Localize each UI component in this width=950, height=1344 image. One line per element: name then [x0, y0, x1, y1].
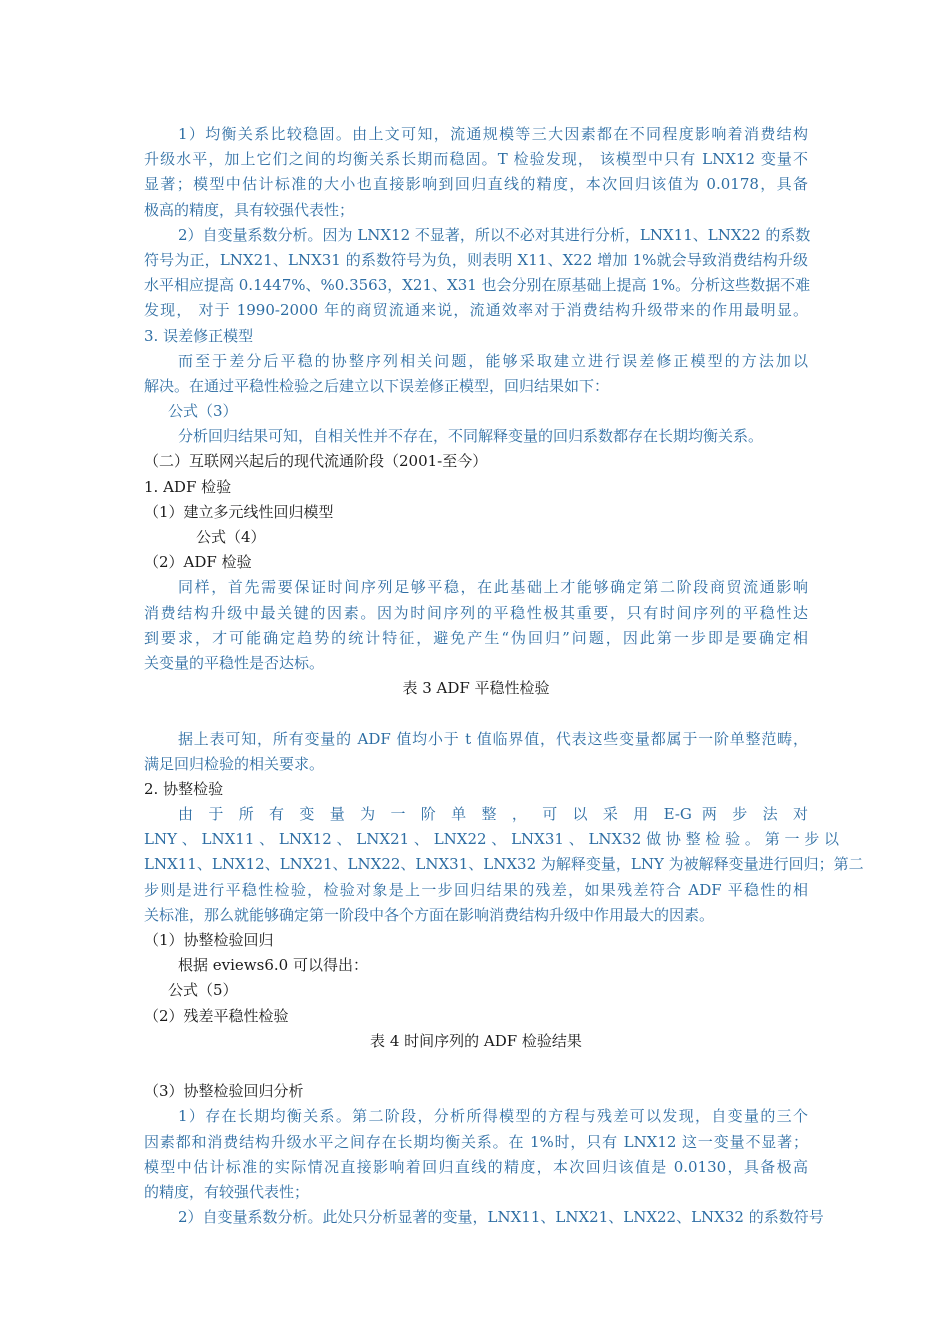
text-line: 1）存在长期均衡关系。第二阶段，分析所得模型的方程与残差可以发现，自变量的三个: [178, 1107, 808, 1126]
text-line: （1）建立多元线性回归模型: [144, 502, 334, 521]
text-line: 的精度，有较强代表性；: [144, 1182, 310, 1201]
text-line: 表 4 时间序列的 ADF 检验结果: [370, 1031, 582, 1050]
text-line: 公式（3）: [168, 402, 238, 421]
text-line: 水平相应提高 0.1447%、%0.3563，X21、X31 也会分别在原基础上提高 1%。分析这些数据不难: [144, 276, 811, 295]
text-line: 升级水平，加上它们之间的均衡关系长期而稳固。T 检验发现， 该模型中只有 LNX12 变量不: [144, 150, 808, 169]
text-line: 解决。在通过平稳性检验之后建立以下误差修正模型，回归结果如下：: [144, 376, 610, 395]
text-line: 公式（4）: [196, 528, 266, 546]
text-line: （3）协整检验回归分析: [144, 1082, 304, 1101]
text-line: （1）协整检验回归: [144, 931, 274, 949]
text-line: 消费结构升级中最关键的因素。因为时间序列的平稳性极其重要，只有时间序列的平稳性达: [144, 603, 808, 622]
text-line: 因素都和消费结构升级水平之间存在长期均衡关系。在 1%时，只有 LNX12 这一变量不显著；: [144, 1132, 808, 1151]
text-line: 步则是进行平稳性检验，检验对象是上一步回归结果的残差，如果残差符合 ADF 平稳性的相: [144, 880, 808, 899]
text-line: 发现， 对于 1990-2000 年的商贸流通来说，流通效率对于消费结构升级带来的作用最明显。: [144, 301, 808, 320]
blank-line: [144, 701, 808, 726]
text-line: LNX11、LNX12、LNX21、LNX22、LNX31、LNX32 为解释变量，LNY 为被解释变量进行回归；第二: [144, 855, 864, 874]
text-line: 关变量的平稳性是否达标。: [144, 653, 325, 672]
text-line: LNY 、 LNX11 、 LNX12 、 LNX21 、 LNX22 、 LNX31 、 LNX32 做 协 整 检 验 。 第 一 步 以: [144, 830, 839, 849]
text-line: 分析回归结果可知，自相关性并不存在，不同解释变量的回归系数都存在长期均衡关系。: [178, 427, 764, 446]
text-line: （2）ADF 检验: [144, 553, 252, 572]
text-line: 由 于 所 有 变 量 为 一 阶 单 整 ， 可 以 采 用 E-G 两 步 法 对: [178, 805, 808, 824]
text-line: 3. 误差修正模型: [144, 326, 254, 345]
blank-line: [144, 1054, 808, 1079]
text-line: （2）残差平稳性检验: [144, 1006, 289, 1025]
text-line: 极高的精度，具有较强代表性；: [144, 200, 355, 219]
text-line: 显著；模型中估计标准的大小也直接影响到回归直线的精度，本次回归该值为 0.0178，具备: [144, 175, 808, 194]
text-line: 2. 协整检验: [144, 779, 224, 798]
text-line: 满足回归检验的相关要求。: [144, 754, 325, 773]
text-line: 2）自变量系数分析。此处只分析显著的变量，LNX11、LNX21、LNX22、LNX32 的系数符号: [178, 1208, 824, 1227]
text-line: 据上表可知，所有变量的 ADF 值均小于 t 值临界值，代表这些变量都属于一阶单整范畴，: [178, 729, 808, 748]
document-body: [144, 122, 864, 1230]
text-line: 表 3 ADF 平稳性检验: [402, 679, 550, 698]
text-line: 关标准，那么就能够确定第一阶段中各个方面在影响消费结构升级中作用最大的因素。: [144, 905, 715, 924]
text-line: 符号为正，LNX21、LNX31 的系数符号为负，则表明 X11、X22 增加 1%就会导致消费结构升级: [144, 250, 808, 269]
text-line: 同样，首先需要保证时间序列足够平稳，在此基础上才能够确定第二阶段商贸流通影响: [178, 578, 808, 597]
text-line: 2）自变量系数分析。因为 LNX12 不显著，所以不必对其进行分析，LNX11、LNX22 的系数: [178, 225, 811, 244]
text-line: 根据 eviews6.0 可以得出：: [178, 956, 368, 975]
text-line: 1. ADF 检验: [144, 477, 232, 496]
text-line: （二）互联网兴起后的现代流通阶段（2001-至今）: [144, 452, 488, 471]
text-line: 而至于差分后平稳的协整序列相关问题，能够采取建立进行误差修正模型的方法加以: [178, 351, 808, 370]
text-line: 公式（5）: [168, 981, 238, 1000]
text-line: 到要求，才可能确定趋势的统计特征，避免产生“伪回归”问题，因此第一步即是要确定相: [144, 628, 808, 647]
text-line: 1）均衡关系比较稳固。由上文可知，流通规模等三大因素都在不同程度影响着消费结构: [178, 125, 808, 143]
text-line: 模型中估计标准的实际情况直接影响着回归直线的精度，本次回归该值是 0.0130，具备极高: [144, 1157, 808, 1176]
